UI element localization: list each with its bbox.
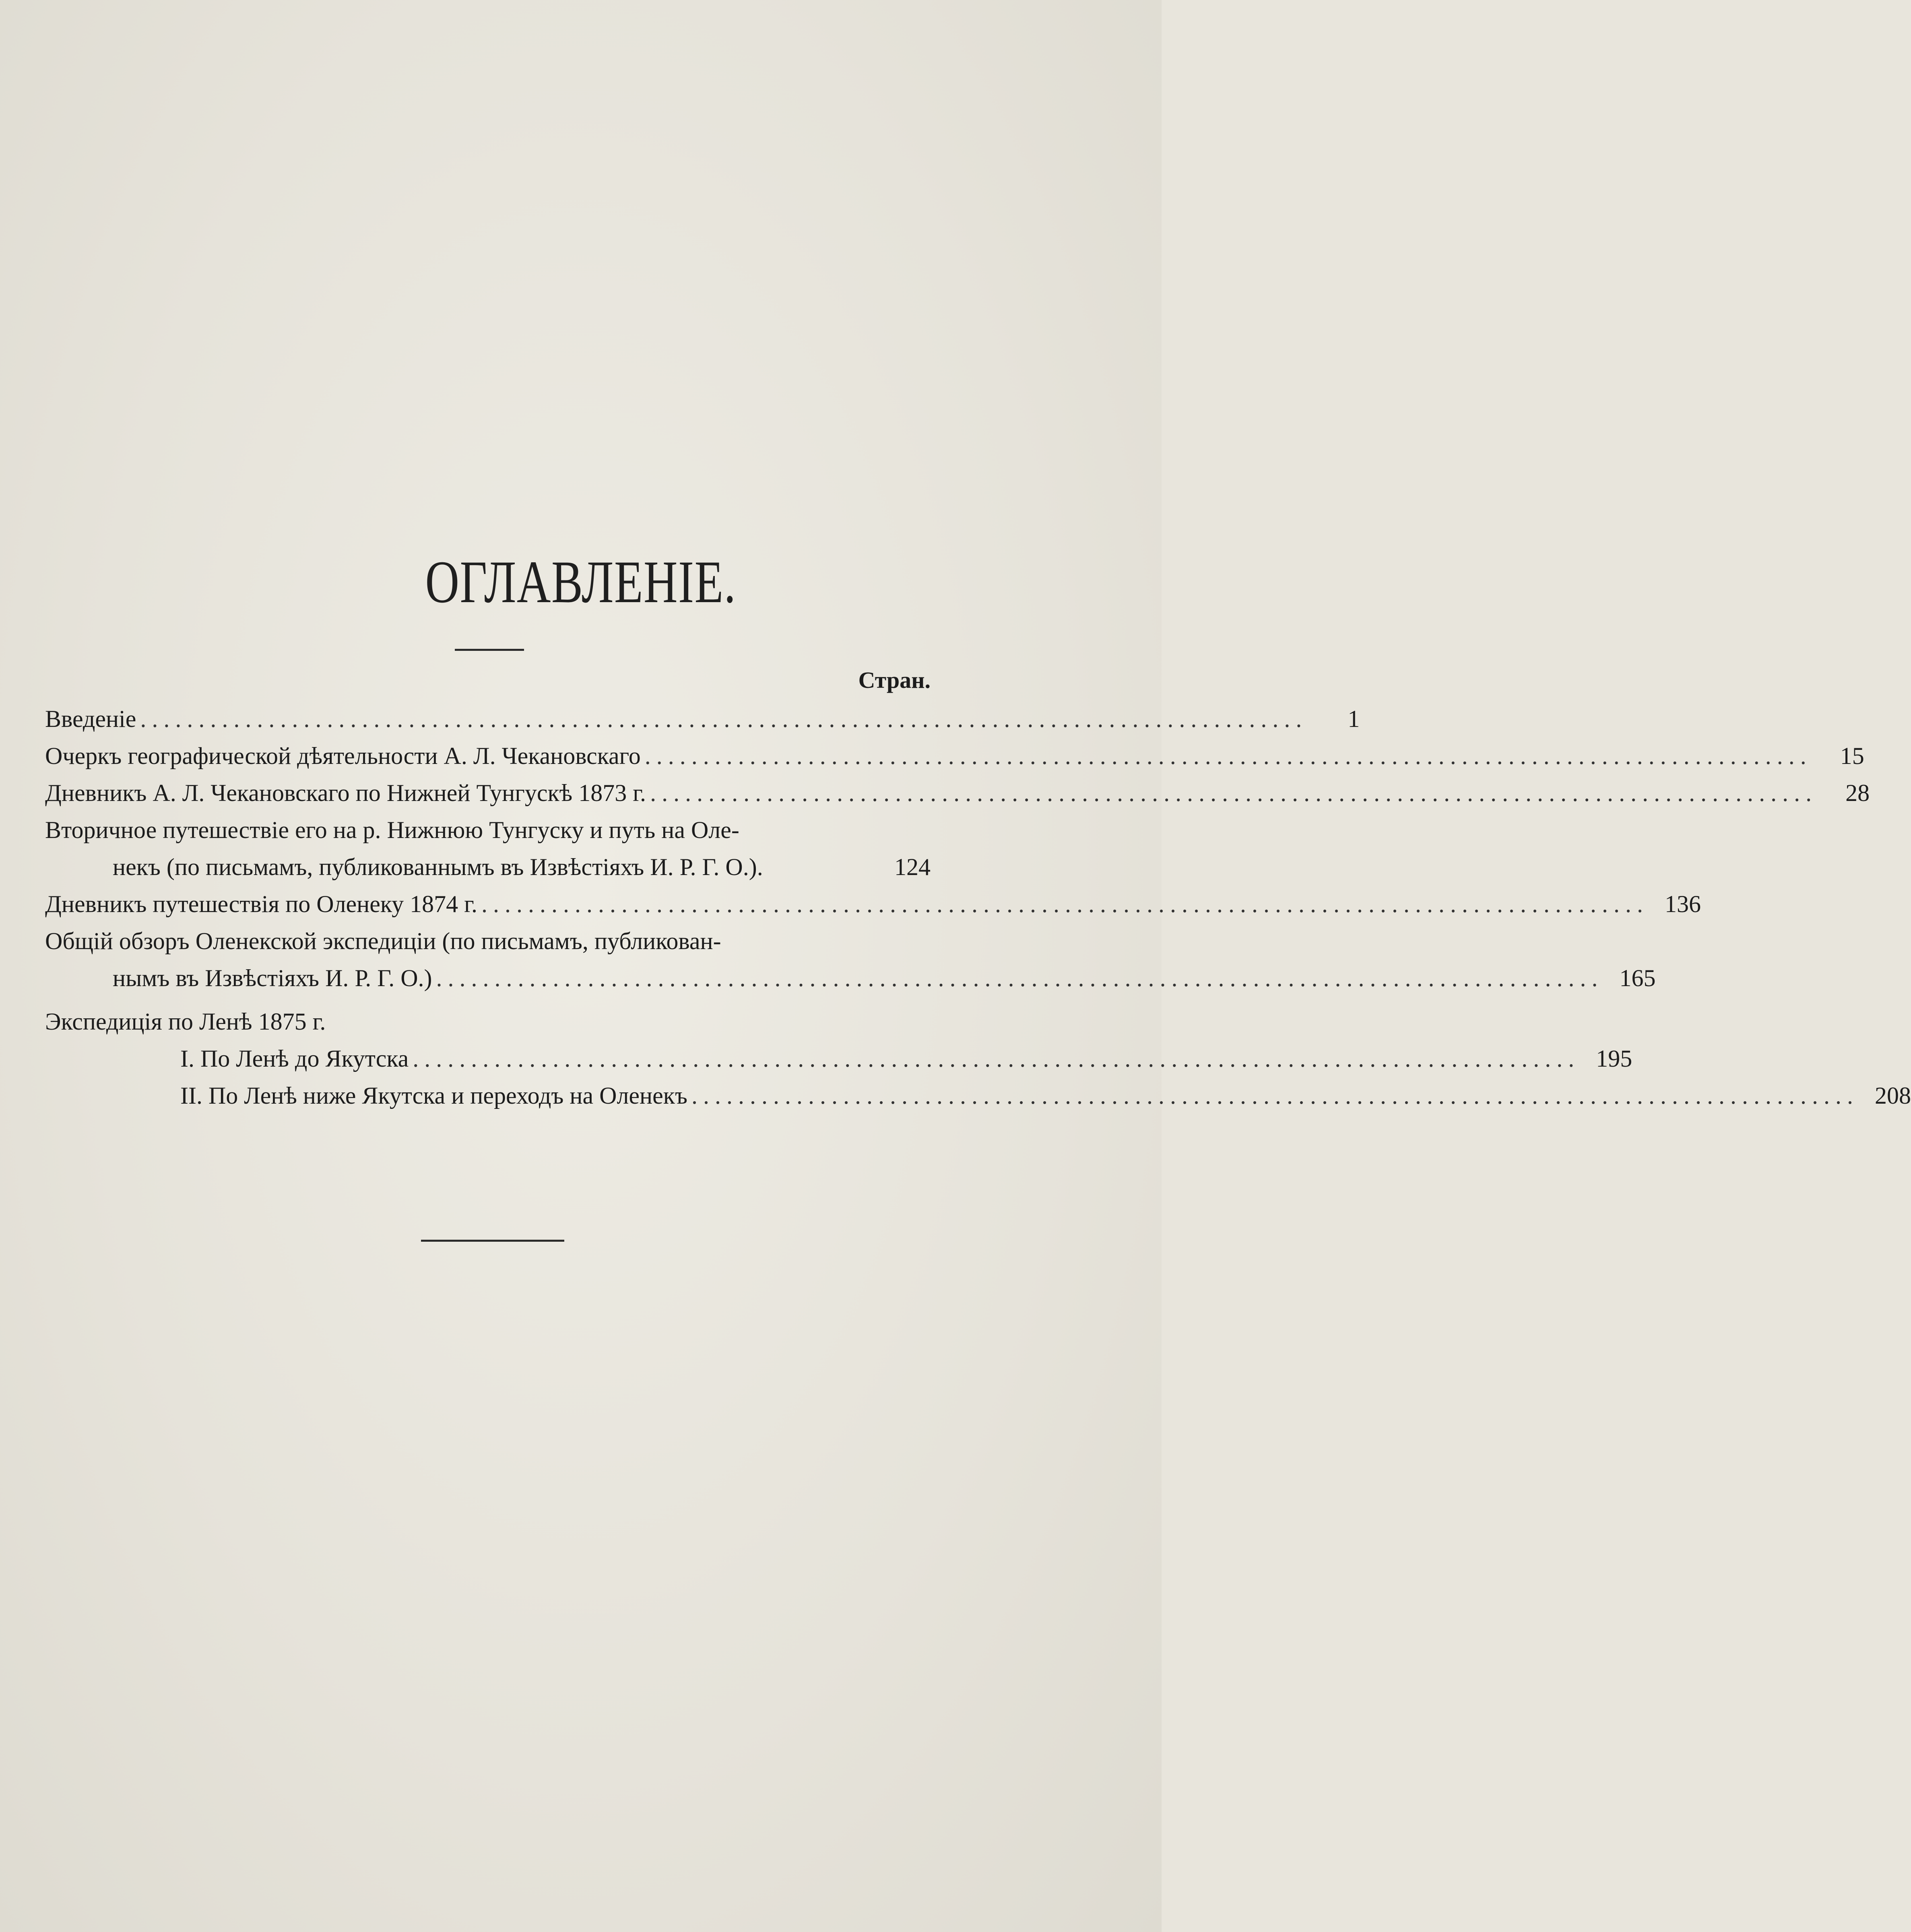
toc-entry-page: 1 [1348,706,1360,732]
toc-entry-lena-expedition [45,1003,931,1040]
toc-entry-page: 28 [1845,780,1870,806]
toc-leader-dots: .................................................................................................... [140,706,1308,732]
toc-leader-dots: .................................................................................................... [436,965,1604,991]
toc-entry-second-journey-line1 [45,811,931,848]
toc-subentry-lena-below-yakutsk [45,1077,1911,1114]
toc-entry-second-journey-line2 [45,848,931,886]
toc-entry-title: Введеніе [45,706,136,732]
toc-entry-title: Дневникъ путешествія по Оленеку 1874 г. [45,891,478,917]
toc-entry-diary-tunguska [45,774,1870,811]
toc-entry-page: 195 [1596,1045,1632,1072]
toc-entry-page: 165 [1619,965,1656,991]
toc-entry-general-review-line1 [45,923,931,960]
title-divider [455,649,524,651]
toc-leader-dots: .................................................................................................... [481,891,1649,917]
toc-entry-general-review-line2 [45,960,1656,997]
table-of-contents [45,652,1911,1114]
toc-entry-title-line2: нымъ въ Извѣстіяхъ И. Р. Г. О.) [113,965,432,991]
toc-entry-title: II. По Ленѣ ниже Якутска и переходъ на Оленекъ [180,1082,687,1109]
toc-entry-page: 15 [1840,743,1864,769]
page-column-header: Стран. [858,667,931,693]
toc-entry-title: Экспедиція по Ленѣ 1875 г. [45,1008,326,1035]
toc-leader-dots: .................................................................................................... [650,780,1818,806]
toc-entry-page: 208 [1874,1082,1911,1109]
toc-leader-dots: .................................................................................................... [691,1082,1859,1109]
toc-entry-diary-olenek [45,886,1701,923]
toc-entry-title-line2: некъ (по письмамъ, публикованнымъ въ Извѣстіяхъ И. Р. Г. О.). [113,854,763,880]
toc-entry-title-line1: Общій обзоръ Оленекской экспедиціи (по письмамъ, публикован- [45,928,721,954]
toc-entry-geographic-activity [45,737,1864,774]
toc-entry-page: 136 [1665,891,1701,917]
toc-entry-page: 124 [894,854,931,880]
end-divider [421,1240,564,1242]
toc-entry-title-line1: Вторичное путешествіе его на р. Нижнюю Тунгуску и путь на Оле- [45,817,739,843]
toc-entry-introduction [45,700,1360,737]
toc-leader-dots: .................................................................................................... [413,1045,1580,1072]
toc-entry-title: Дневникъ А. Л. Чекановскаго по Нижней Тунгускѣ 1873 г. [45,780,646,806]
toc-entry-title: Очеркъ географической дѣятельности А. Л. Чекановскаго [45,743,641,769]
toc-leader-dots: .................................................................................................... [644,743,1812,769]
page-title: ОГЛАВЛЕНІЕ. [425,549,737,615]
toc-entry-title: I. По Ленѣ до Якутска [180,1045,409,1072]
toc-subentry-lena-to-yakutsk [45,1040,1632,1077]
